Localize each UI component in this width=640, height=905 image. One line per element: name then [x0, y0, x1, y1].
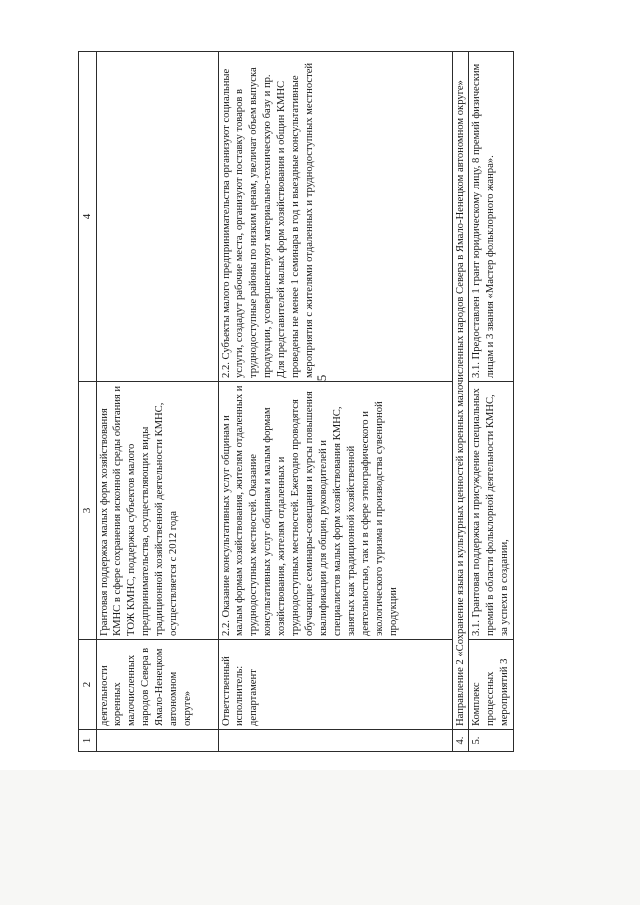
page-number: 5 — [314, 374, 329, 382]
table-header-row — [79, 52, 97, 752]
table-row — [218, 52, 452, 752]
activity-cell: Грантовая поддержка малых форм хозяйствования КМНС в сфере сохранения исконной среды обитания и ТОЖ КМНС, поддержка субъектов малого предпринимательства, осуществляющих виды традиционной хозяйственной деятельности КМНС, осуществляется с 2012 года — [96, 382, 218, 640]
header-col-4: 4 — [79, 52, 97, 382]
result-cell: 3.1. Предоставлен 1 грант юридическому лицу, 8 премий физическим лицам и 3 звания «Мастер фольклорного жанра». — [469, 52, 514, 382]
section-row — [452, 52, 469, 752]
responsible-cell: Ответственный исполнитель: департамент — [218, 640, 452, 730]
table-row — [469, 52, 514, 752]
program-name-cell: Комплекс процессных мероприятий 3 — [469, 640, 514, 730]
header-col-3: 3 — [79, 382, 97, 640]
section-number: 4. — [452, 730, 469, 752]
rotated-page-content — [78, 52, 513, 752]
table-row — [96, 52, 218, 752]
row-number — [218, 730, 452, 752]
activity-cell: 3.1. Грантовая поддержка и присуждение специальных премий в области фольклорной деятельности КМНС, за успехи в создании, — [469, 382, 514, 640]
row-number: 5. — [469, 730, 514, 752]
activity-cell: 2.2. Оказание консультативных услуг общинам и малым формам хозяйствования, жителям отдаленных и труднодоступных местностей. Оказание консультативных услуг общинам и малым формам хозяйствования, жителям отдаленных и труднодоступных местностей. Ежегодно проводятся обучающие семинары-совещания и курсы повышения квалификации для общин, руководителей и специалистов малых форм хозяйствования КМНС, занятых как традиционной хозяйственной деятельностью, так и в сфере этнографического и экологического туризма и производства сувенирной продукции — [218, 382, 452, 640]
result-cell: 2.2. Субъекты малого предпринимательства организуют социальные услуги, создадут рабочие места, организуют поставку товаров в труднодоступные районы по низким ценам, увеличат объем выпуска продукции, усовершенствуют материально-техническую базу и пр. Для представителей малых форм хозяйствования и общин КМНС проведены не менее 1 семинара в год и выездные консультативные мероприятия с жителями отдаленных и труднодоступных местностей — [218, 52, 452, 382]
program-table — [78, 51, 514, 752]
header-col-1: 1 — [79, 730, 97, 752]
scan-background — [0, 770, 640, 905]
result-cell — [96, 52, 218, 382]
header-col-2: 2 — [79, 640, 97, 730]
row-number — [96, 730, 218, 752]
section-title: Направление 2 «Сохранение языка и культурных ценностей коренных малочисленных народов Севера в Ямало-Ненецком автономном округе» — [452, 52, 469, 730]
program-name-cell: деятельности коренных малочисленных народов Севера в Ямало-Ненецком автономном округе» — [96, 640, 218, 730]
